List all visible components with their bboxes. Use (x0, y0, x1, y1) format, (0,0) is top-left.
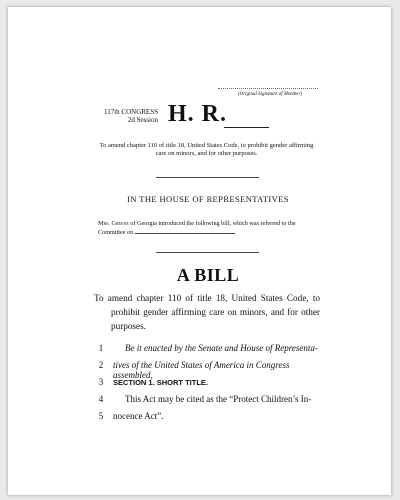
signature-line (218, 88, 318, 89)
chamber-heading: IN THE HOUSE OF REPRESENTATIVES (127, 194, 289, 204)
congress-label: 117th CONGRESS (103, 108, 158, 116)
congress-session-block (82, 108, 158, 124)
introduction-paragraph (98, 219, 316, 237)
section-heading: SECTION 1. SHORT TITLE. (113, 378, 209, 387)
introduction-text: of Georgia introduced the following bill; which was referred to the Committee on (98, 220, 296, 236)
session-label: 2d Session (127, 116, 158, 124)
long-title: To amend chapter 110 of title 18, United States Code, to prohibit gender affirming care on minors, and for other purposes. (94, 293, 320, 331)
bill-designation: H. R. (168, 101, 227, 127)
signature-caption: (Original Signature of Member) (237, 92, 303, 97)
bill-number-blank (224, 127, 269, 128)
line-number: 5 (98, 411, 104, 421)
line-number: 3 (98, 377, 104, 387)
line-number: 4 (98, 394, 104, 404)
bill-heading: A BILL (176, 265, 240, 285)
section-text-line: This Act may be cited as the “Protect Children’s In- (125, 394, 312, 404)
divider-rule (156, 177, 259, 178)
sponsor-name: Mrs. Greene (98, 220, 129, 227)
divider-rule (156, 252, 259, 253)
short-description: To amend chapter 110 of title 18, United States Code, to prohibit gender affirming care on minors, and for other purposes. (99, 142, 314, 157)
section-text-line: nocence Act”. (113, 411, 164, 421)
committee-blank (135, 228, 235, 234)
bill-page (8, 7, 391, 495)
line-number: 1 (98, 343, 104, 353)
enacting-clause-line: tives of the United States of America in Congress assembled, (113, 360, 290, 380)
line-number: 2 (98, 360, 104, 370)
enacting-clause-line: Be it enacted by the Senate and House of Representa- (125, 343, 318, 353)
